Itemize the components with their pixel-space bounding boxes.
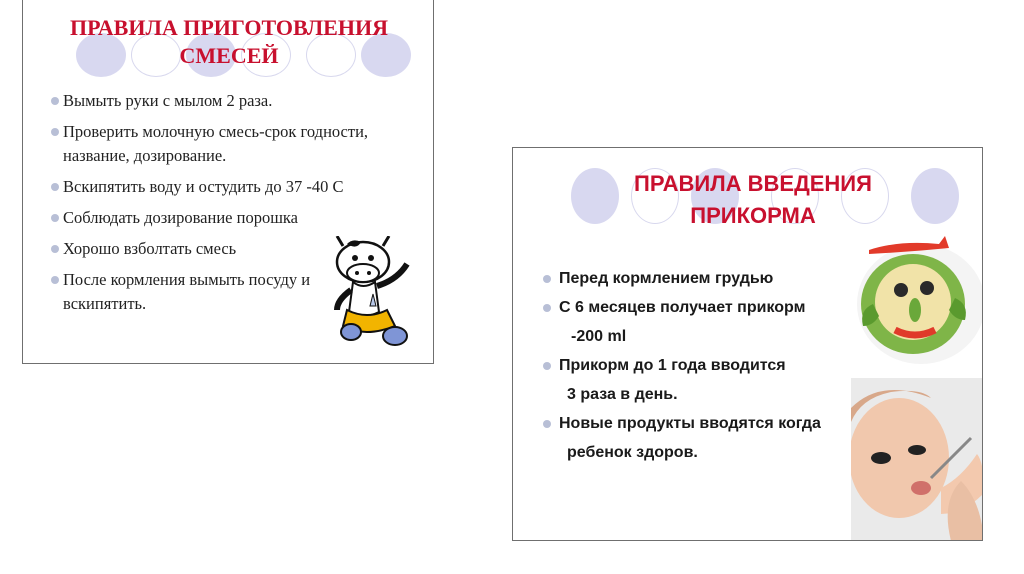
bullet-icon (543, 362, 551, 370)
item-text: Проверить молочную смесь-срок годности, название, дозирование. (63, 122, 369, 165)
title-text: ПРАВИЛА ПРИГОТОВЛЕНИЯ СМЕСЕЙ (70, 15, 388, 68)
item-text: Перед кормлением грудью (559, 270, 774, 287)
item-text-continued: ребенок здоров. (567, 444, 698, 461)
list-item (543, 409, 863, 467)
item-text: Вымыть руки с мылом 2 раза. (63, 91, 273, 110)
item-text-continued: -200 ml (571, 328, 627, 345)
list-item (543, 351, 863, 409)
slide-complementary-feeding-rules (512, 147, 983, 541)
item-text: После кормления вымыть посуду и вскипятить. (63, 270, 311, 313)
item-text: Хорошо взболтать смесь (63, 239, 237, 258)
bullet-icon (51, 183, 59, 191)
item-text: Вскипятить воду и остудить до 37 -40 С (63, 177, 344, 196)
slide-title (23, 14, 434, 69)
item-text-continued: 3 раза в день. (567, 386, 678, 403)
item-text: Соблюдать дозирование порошка (63, 208, 298, 227)
bullet-icon (51, 245, 59, 253)
bullet-icon (51, 214, 59, 222)
list-item (543, 264, 863, 293)
slide-formula-rules (22, 0, 434, 364)
cow-cartoon-icon (333, 236, 425, 350)
bullet-icon (51, 128, 59, 136)
bullet-icon (543, 420, 551, 428)
list-item (51, 120, 403, 168)
bullet-icon (543, 275, 551, 283)
feeding-rules-list (543, 264, 863, 467)
bullet-icon (543, 304, 551, 312)
item-text: Новые продукты вводятся когда (559, 415, 821, 432)
item-text: Прикорм до 1 года вводится (559, 357, 786, 374)
list-item (51, 89, 431, 113)
list-item (51, 206, 431, 230)
item-text: С 6 месяцев получает прикорм (559, 299, 806, 316)
baby-feeding-image (851, 378, 983, 541)
title-text: ПРАВИЛА ВВЕДЕНИЯ ПРИКОРМА (634, 171, 872, 228)
bullet-icon (51, 276, 59, 284)
slide-title (573, 168, 933, 232)
list-item (51, 175, 431, 199)
list-item (51, 268, 348, 316)
food-face-image (851, 234, 983, 366)
list-item (543, 293, 863, 351)
bullet-icon (51, 97, 59, 105)
